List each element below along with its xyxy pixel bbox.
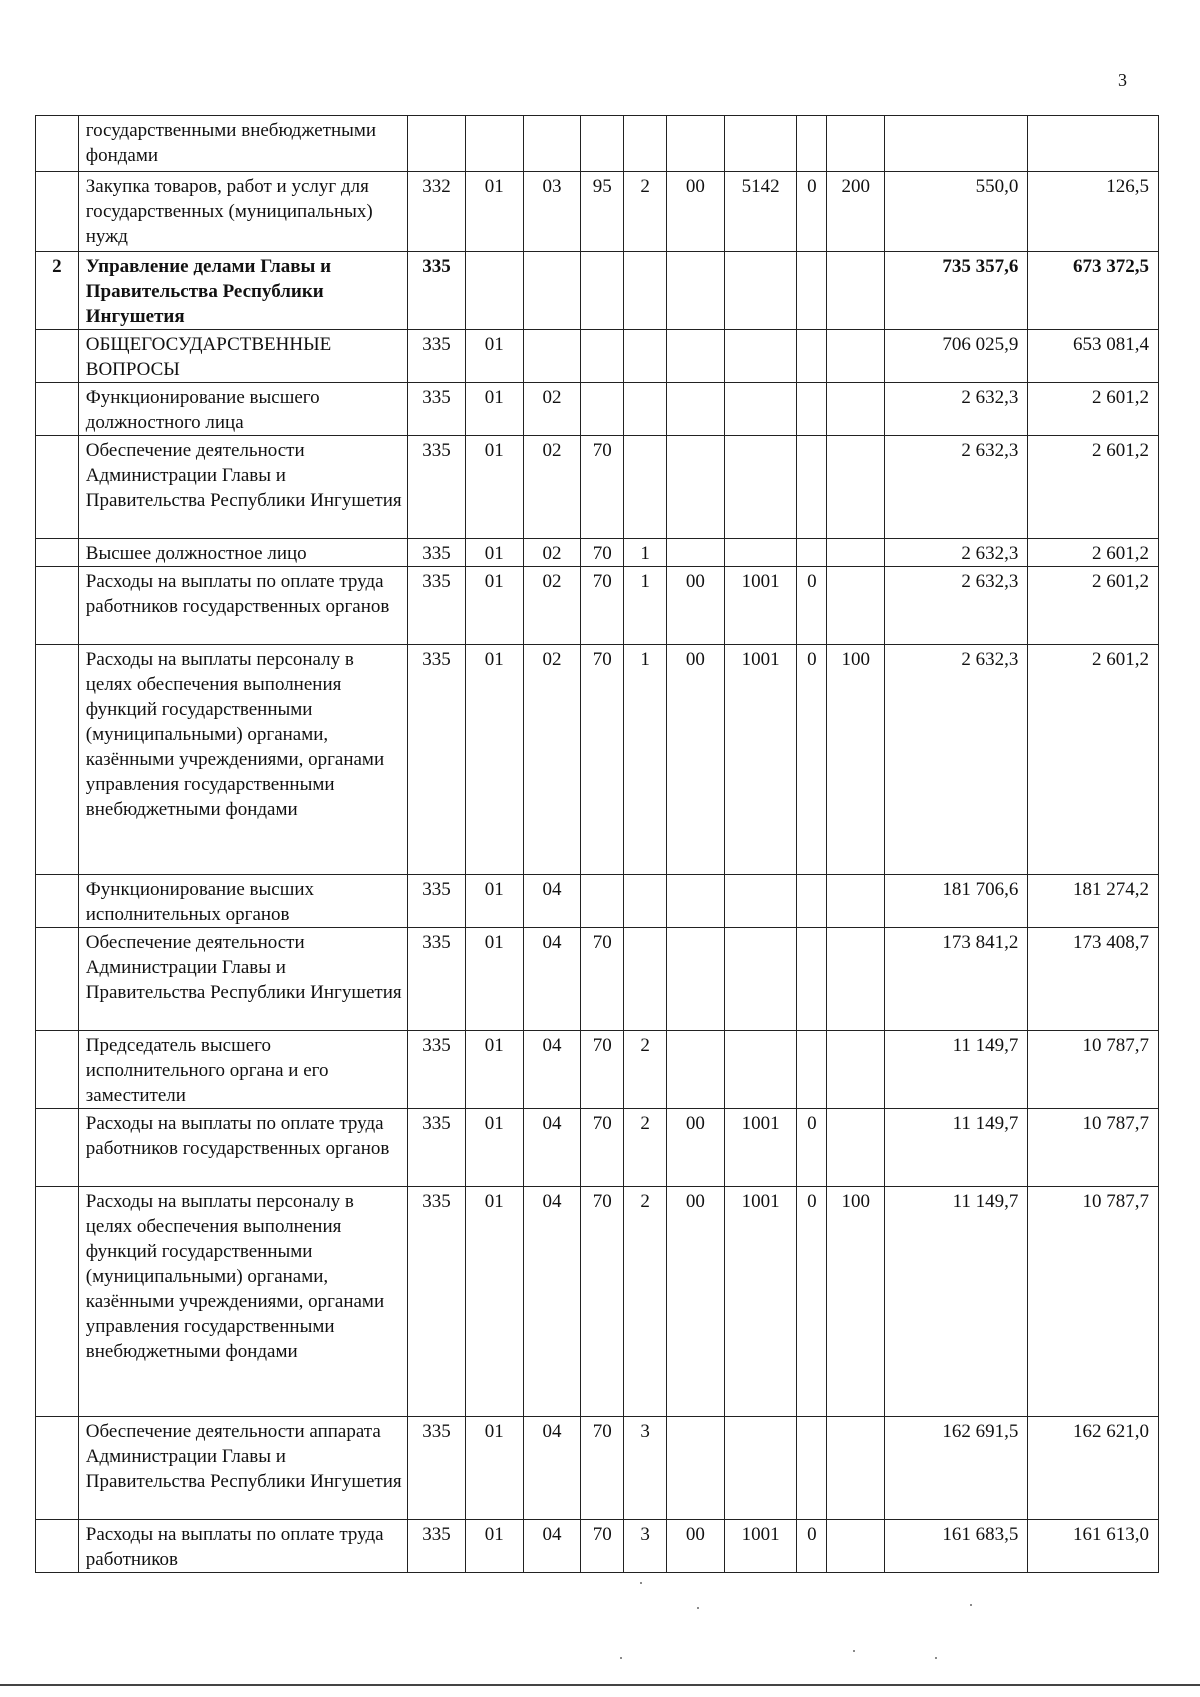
code-vr	[827, 252, 885, 330]
code-direction	[724, 330, 797, 383]
code-main-event: 00	[666, 172, 724, 252]
code-gr	[408, 116, 466, 172]
code-pr: 04	[523, 875, 581, 928]
code-program: 70	[581, 1109, 624, 1187]
code-direction: 1001	[724, 1109, 797, 1187]
code-gr: 335	[408, 1109, 466, 1187]
row-index	[36, 928, 79, 1031]
code-extra: 0	[797, 645, 827, 875]
code-rz: 01	[465, 645, 523, 875]
code-pr	[523, 252, 581, 330]
code-program	[581, 252, 624, 330]
amount-executed: 2 601,2	[1028, 539, 1159, 567]
table-row	[36, 539, 1159, 567]
page-number: 3	[1118, 70, 1127, 90]
code-rz: 01	[465, 330, 523, 383]
code-rz: 01	[465, 1417, 523, 1520]
code-vr	[827, 383, 885, 436]
code-direction	[724, 116, 797, 172]
code-direction: 1001	[724, 1520, 797, 1573]
code-extra	[797, 116, 827, 172]
code-main-event	[666, 539, 724, 567]
amount-planned: 173 841,2	[885, 928, 1028, 1031]
code-main-event	[666, 383, 724, 436]
code-program: 70	[581, 1520, 624, 1573]
code-rz: 01	[465, 436, 523, 539]
code-subprogram	[624, 928, 667, 1031]
code-gr: 335	[408, 1417, 466, 1520]
code-gr: 335	[408, 539, 466, 567]
code-gr: 335	[408, 1031, 466, 1109]
amount-executed: 161 613,0	[1028, 1520, 1159, 1573]
code-vr	[827, 928, 885, 1031]
row-name: Обеспечение деятельности Администрации Главы и Правительства Республики Ингушетия	[78, 928, 407, 1031]
row-index	[36, 383, 79, 436]
code-vr	[827, 116, 885, 172]
table-row	[36, 252, 1159, 330]
scan-speck	[640, 1582, 642, 1584]
row-index	[36, 567, 79, 645]
code-extra	[797, 1031, 827, 1109]
code-pr: 03	[523, 172, 581, 252]
amount-executed: 2 601,2	[1028, 567, 1159, 645]
row-index	[36, 1109, 79, 1187]
code-rz: 01	[465, 1187, 523, 1417]
code-rz	[465, 116, 523, 172]
scan-speck	[697, 1607, 699, 1609]
amount-executed	[1028, 116, 1159, 172]
code-program: 95	[581, 172, 624, 252]
row-name: Расходы на выплаты по оплате труда работников государственных органов	[78, 1109, 407, 1187]
row-index	[36, 436, 79, 539]
amount-executed: 2 601,2	[1028, 436, 1159, 539]
row-name: Расходы на выплаты персоналу в целях обеспечения выполнения функций государственными (муниципальными) органами, казёнными учреждениями, органами управления государственными внебюджетными фондами	[78, 645, 407, 875]
table-row	[36, 875, 1159, 928]
amount-executed: 653 081,4	[1028, 330, 1159, 383]
code-main-event: 00	[666, 1109, 724, 1187]
code-gr: 335	[408, 1187, 466, 1417]
code-program	[581, 330, 624, 383]
code-rz: 01	[465, 383, 523, 436]
scan-speck	[620, 1657, 622, 1659]
code-vr: 200	[827, 172, 885, 252]
scan-speck	[970, 1604, 972, 1606]
row-index	[36, 645, 79, 875]
row-name: Функционирование высшего должностного лица	[78, 383, 407, 436]
amount-executed: 10 787,7	[1028, 1187, 1159, 1417]
code-direction	[724, 539, 797, 567]
code-vr	[827, 436, 885, 539]
amount-executed: 673 372,5	[1028, 252, 1159, 330]
code-direction: 1001	[724, 645, 797, 875]
amount-executed: 2 601,2	[1028, 645, 1159, 875]
code-direction: 5142	[724, 172, 797, 252]
table-row	[36, 928, 1159, 1031]
code-main-event	[666, 875, 724, 928]
code-gr: 335	[408, 645, 466, 875]
code-program: 70	[581, 567, 624, 645]
scan-speck	[935, 1657, 937, 1659]
code-gr: 335	[408, 567, 466, 645]
amount-executed: 10 787,7	[1028, 1031, 1159, 1109]
code-subprogram: 2	[624, 1031, 667, 1109]
code-pr: 04	[523, 1417, 581, 1520]
amount-executed: 181 274,2	[1028, 875, 1159, 928]
code-extra	[797, 383, 827, 436]
code-pr: 02	[523, 567, 581, 645]
code-rz: 01	[465, 567, 523, 645]
table-row	[36, 436, 1159, 539]
amount-planned: 2 632,3	[885, 567, 1028, 645]
code-subprogram	[624, 875, 667, 928]
code-direction	[724, 1417, 797, 1520]
row-name: Высшее должностное лицо	[78, 539, 407, 567]
code-pr: 04	[523, 1031, 581, 1109]
code-main-event: 00	[666, 1520, 724, 1573]
table-row	[36, 1417, 1159, 1520]
code-pr: 02	[523, 436, 581, 539]
code-subprogram	[624, 436, 667, 539]
amount-planned: 2 632,3	[885, 645, 1028, 875]
code-vr: 100	[827, 645, 885, 875]
amount-planned: 181 706,6	[885, 875, 1028, 928]
code-program	[581, 116, 624, 172]
table-body	[36, 116, 1159, 1573]
row-index	[36, 1031, 79, 1109]
table-row	[36, 1109, 1159, 1187]
row-index	[36, 172, 79, 252]
code-subprogram: 3	[624, 1520, 667, 1573]
code-program: 70	[581, 1031, 624, 1109]
code-extra	[797, 1417, 827, 1520]
code-subprogram	[624, 116, 667, 172]
code-gr: 335	[408, 436, 466, 539]
table-row	[36, 1031, 1159, 1109]
code-program: 70	[581, 1187, 624, 1417]
amount-planned: 735 357,6	[885, 252, 1028, 330]
amount-planned: 11 149,7	[885, 1109, 1028, 1187]
code-subprogram: 1	[624, 645, 667, 875]
code-main-event	[666, 116, 724, 172]
row-index	[36, 539, 79, 567]
code-extra	[797, 875, 827, 928]
code-rz: 01	[465, 172, 523, 252]
code-subprogram: 2	[624, 1109, 667, 1187]
row-name: Обеспечение деятельности Администрации Главы и Правительства Республики Ингушетия	[78, 436, 407, 539]
table-row	[36, 383, 1159, 436]
code-vr	[827, 1031, 885, 1109]
row-name: Функционирование высших исполнительных органов	[78, 875, 407, 928]
row-index	[36, 116, 79, 172]
amount-planned: 161 683,5	[885, 1520, 1028, 1573]
code-rz	[465, 252, 523, 330]
code-extra: 0	[797, 567, 827, 645]
code-pr	[523, 116, 581, 172]
code-subprogram: 3	[624, 1417, 667, 1520]
code-direction: 1001	[724, 1187, 797, 1417]
row-name: Управление делами Главы и Правительства Республики Ингушетия	[78, 252, 407, 330]
code-subprogram: 2	[624, 1187, 667, 1417]
code-vr: 100	[827, 1187, 885, 1417]
budget-table	[35, 115, 1159, 1573]
amount-planned: 11 149,7	[885, 1031, 1028, 1109]
code-vr	[827, 330, 885, 383]
code-gr: 335	[408, 383, 466, 436]
amount-planned: 706 025,9	[885, 330, 1028, 383]
code-main-event	[666, 928, 724, 1031]
row-index	[36, 330, 79, 383]
code-direction	[724, 383, 797, 436]
code-vr	[827, 1520, 885, 1573]
code-subprogram: 1	[624, 567, 667, 645]
row-name: Расходы на выплаты персоналу в целях обеспечения выполнения функций государственными (муниципальными) органами, казёнными учреждениями, органами управления государственными внебюджетными фондами	[78, 1187, 407, 1417]
row-name: Председатель высшего исполнительного органа и его заместители	[78, 1031, 407, 1109]
code-program	[581, 875, 624, 928]
code-pr: 02	[523, 645, 581, 875]
row-index	[36, 875, 79, 928]
code-subprogram: 1	[624, 539, 667, 567]
code-program: 70	[581, 539, 624, 567]
amount-planned	[885, 116, 1028, 172]
amount-executed: 173 408,7	[1028, 928, 1159, 1031]
table-row	[36, 116, 1159, 172]
code-direction	[724, 252, 797, 330]
code-extra	[797, 436, 827, 539]
amount-executed: 10 787,7	[1028, 1109, 1159, 1187]
code-main-event: 00	[666, 645, 724, 875]
code-rz: 01	[465, 1520, 523, 1573]
code-vr	[827, 875, 885, 928]
row-name: государственными внебюджетными фондами	[78, 116, 407, 172]
table-row	[36, 1187, 1159, 1417]
row-index	[36, 1417, 79, 1520]
code-extra	[797, 252, 827, 330]
code-program: 70	[581, 436, 624, 539]
amount-planned: 2 632,3	[885, 539, 1028, 567]
code-main-event	[666, 252, 724, 330]
code-main-event	[666, 1031, 724, 1109]
code-program	[581, 383, 624, 436]
amount-planned: 162 691,5	[885, 1417, 1028, 1520]
amount-executed: 162 621,0	[1028, 1417, 1159, 1520]
code-direction: 1001	[724, 567, 797, 645]
code-direction	[724, 875, 797, 928]
amount-executed: 126,5	[1028, 172, 1159, 252]
code-extra	[797, 330, 827, 383]
code-pr	[523, 330, 581, 383]
row-index: 2	[36, 252, 79, 330]
code-subprogram	[624, 383, 667, 436]
amount-planned: 550,0	[885, 172, 1028, 252]
table-row	[36, 330, 1159, 383]
code-subprogram	[624, 252, 667, 330]
row-name: Обеспечение деятельности аппарата Администрации Главы и Правительства Республики Ингушетия	[78, 1417, 407, 1520]
code-pr: 04	[523, 1520, 581, 1573]
code-extra: 0	[797, 1109, 827, 1187]
table-row	[36, 645, 1159, 875]
row-name: Расходы на выплаты по оплате труда работников государственных органов	[78, 567, 407, 645]
row-index	[36, 1520, 79, 1573]
code-gr: 335	[408, 330, 466, 383]
code-main-event: 00	[666, 567, 724, 645]
code-pr: 04	[523, 1187, 581, 1417]
code-direction	[724, 928, 797, 1031]
code-direction	[724, 1031, 797, 1109]
row-name: Расходы на выплаты по оплате труда работников	[78, 1520, 407, 1573]
code-main-event: 00	[666, 1187, 724, 1417]
code-program: 70	[581, 645, 624, 875]
code-subprogram	[624, 330, 667, 383]
code-gr: 335	[408, 928, 466, 1031]
code-direction	[724, 436, 797, 539]
page-bottom-edge	[0, 1684, 1200, 1686]
code-extra: 0	[797, 1187, 827, 1417]
amount-planned: 11 149,7	[885, 1187, 1028, 1417]
code-vr	[827, 539, 885, 567]
code-vr	[827, 1109, 885, 1187]
code-rz: 01	[465, 1109, 523, 1187]
row-index	[36, 1187, 79, 1417]
code-program: 70	[581, 1417, 624, 1520]
code-gr: 335	[408, 252, 466, 330]
scan-speck	[853, 1650, 855, 1652]
code-extra	[797, 928, 827, 1031]
code-main-event	[666, 436, 724, 539]
code-program: 70	[581, 928, 624, 1031]
amount-planned: 2 632,3	[885, 383, 1028, 436]
code-subprogram: 2	[624, 172, 667, 252]
amount-executed: 2 601,2	[1028, 383, 1159, 436]
code-pr: 02	[523, 539, 581, 567]
code-gr: 332	[408, 172, 466, 252]
code-gr: 335	[408, 1520, 466, 1573]
code-rz: 01	[465, 928, 523, 1031]
code-main-event	[666, 330, 724, 383]
table-row	[36, 172, 1159, 252]
code-pr: 04	[523, 1109, 581, 1187]
code-extra	[797, 539, 827, 567]
amount-planned: 2 632,3	[885, 436, 1028, 539]
table-row	[36, 567, 1159, 645]
code-extra: 0	[797, 172, 827, 252]
code-rz: 01	[465, 875, 523, 928]
code-rz: 01	[465, 539, 523, 567]
code-vr	[827, 1417, 885, 1520]
code-pr: 02	[523, 383, 581, 436]
code-gr: 335	[408, 875, 466, 928]
row-name: ОБЩЕГОСУДАРСТВЕННЫЕ ВОПРОСЫ	[78, 330, 407, 383]
table-row	[36, 1520, 1159, 1573]
code-main-event	[666, 1417, 724, 1520]
code-pr: 04	[523, 928, 581, 1031]
code-vr	[827, 567, 885, 645]
code-rz: 01	[465, 1031, 523, 1109]
code-extra: 0	[797, 1520, 827, 1573]
row-name: Закупка товаров, работ и услуг для государственных (муниципальных) нужд	[78, 172, 407, 252]
